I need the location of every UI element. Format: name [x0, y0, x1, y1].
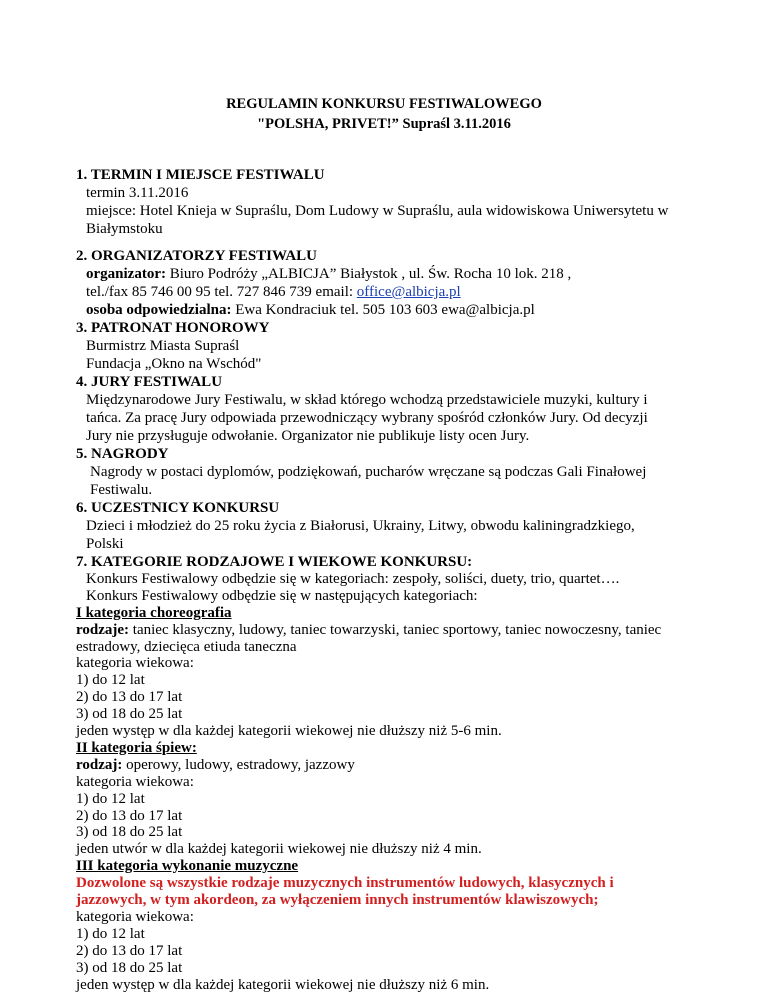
contact-text: tel./fax 85 746 00 95 tel. 727 846 739 email: [86, 284, 357, 300]
category-1-types [76, 621, 661, 639]
category-2-types [76, 756, 355, 774]
section-4-line: tańca. Za pracę Jury odpowiada przewodniczący wybrany spośród członków Jury. Od decyzji [86, 410, 648, 426]
section-3-line: Burmistrz Miasta Supraśl [86, 338, 240, 354]
section-6-line: Dzieci i młodzież do 25 roku życia z Białorusi, Ukrainy, Litwy, obwodu kaliningradzkiego, [86, 518, 635, 534]
section-6-line: Polski [86, 536, 124, 552]
section-1-heading: 1. TERMIN I MIEJSCE FESTIWALU [76, 167, 325, 183]
category-1-age-item: 3) od 18 do 25 lat [76, 706, 183, 723]
responsible-label: osoba odpowiedzialna: [86, 302, 232, 318]
section-6-heading: 6. UCZESTNICY KONKURSU [76, 500, 280, 516]
section-4-line: Jury nie przysługuje odwołanie. Organizator nie publikuje listy ocen Jury. [86, 428, 530, 444]
category-2-age-item: 2) do 13 do 17 lat [76, 807, 183, 824]
section-1-line: miejsce: Hotel Knieja w Supraślu, Dom Ludowy w Supraślu, aula widowiskowa Uniwersytetu w [86, 203, 669, 219]
organizer-label: organizator: [86, 266, 166, 282]
section-5-line: Festiwalu. [90, 482, 153, 498]
category-1-types-text: taniec klasyczny, ludowy, taniec towarzyski, taniec sportowy, taniec nowoczesny, taniec [129, 621, 662, 638]
category-1-limit: jeden występ w dla każdej kategorii wiekowej nie dłuższy niż 5-6 min. [76, 723, 502, 739]
organizer-text: Biuro Podróży „ALBICJA” Białystok , ul. Św. Rocha 10 lok. 218 , [165, 266, 572, 282]
organizer-line [86, 265, 571, 283]
category-3-heading: III kategoria wykonanie muzyczne [76, 858, 299, 875]
category-2-age-item: 1) do 12 lat [76, 790, 145, 807]
email-link[interactable]: office@albicja.pl [356, 284, 461, 300]
section-4-heading: 4. JURY FESTIWALU [76, 374, 223, 390]
category-2-limit: jeden utwór w dla każdej kategorii wiekowej nie dłuższy niż 4 min. [76, 841, 482, 858]
category-2-types-label: rodzaj: [76, 756, 123, 773]
section-3-heading: 3. PATRONAT HONOROWY [76, 320, 270, 336]
section-3-line: Fundacja „Okno na Wschód" [86, 356, 262, 372]
responsible-line [86, 301, 535, 319]
section-4-line: Międzynarodowe Jury Festiwalu, w skład którego wchodzą przedstawiciele muzyki, kultury i [86, 392, 648, 408]
category-1-types-cont: estradowy, dziecięca etiuda taneczna [76, 638, 297, 655]
contact-line [86, 283, 461, 301]
category-2-age-item: 3) od 18 do 25 lat [76, 824, 183, 841]
document-title-line1: REGULAMIN KONKURSU FESTIWALOWEGO [226, 96, 542, 112]
section-7-line: Konkurs Festiwalowy odbędzie się w następujących kategoriach: [86, 587, 478, 604]
category-1-age-item: 2) do 13 do 17 lat [76, 689, 183, 706]
category-2-heading: II kategoria śpiew: [76, 739, 197, 756]
section-7-heading: 7. KATEGORIE RODZAJOWE I WIEKOWE KONKURSU: [76, 554, 473, 570]
category-3-age-item: 1) do 12 lat [76, 925, 145, 942]
responsible-text: Ewa Kondraciuk tel. 505 103 603 ewa@albicja.pl [231, 302, 535, 318]
section-5-line: Nagrody w postaci dyplomów, podziękowań, pucharów wręczane są podczas Gali Finałowej [90, 464, 647, 480]
category-3-age-item: 2) do 13 do 17 lat [76, 942, 183, 959]
category-3-note: jazzowych, w tym akordeon, za wyłączeniem innych instrumentów klawiszowych; [76, 892, 599, 908]
category-1-age-label: kategoria wiekowa: [76, 655, 194, 672]
section-1-line: Białymstoku [86, 221, 163, 237]
category-3-age-label: kategoria wiekowa: [76, 908, 194, 925]
section-5-heading: 5. NAGRODY [76, 446, 169, 462]
category-1-heading: I kategoria choreografia [76, 604, 232, 621]
category-3-age-item: 3) od 18 do 25 lat [76, 959, 183, 976]
category-3-note: Dozwolone są wszystkie rodzaje muzycznych instrumentów ludowych, klasycznych i [76, 875, 614, 892]
section-1-line: termin 3.11.2016 [86, 185, 189, 201]
section-2-heading: 2. ORGANIZATORZY FESTIWALU [76, 248, 318, 264]
category-1-types-label: rodzaje: [76, 621, 130, 638]
document-title-line2: "POLSHA, PRIVET!” Supraśl 3.11.2016 [257, 116, 511, 132]
category-2-age-label: kategoria wiekowa: [76, 773, 194, 790]
section-7-line: Konkurs Festiwalowy odbędzie się w kategoriach: zespoły, soliści, duety, trio, quartet…. [86, 570, 620, 587]
category-3-limit: jeden występ w dla każdej kategorii wiekowej nie dłuższy niż 6 min. [76, 976, 490, 993]
category-2-types-text: operowy, ludowy, estradowy, jazzowy [122, 756, 355, 773]
category-1-age-item: 1) do 12 lat [76, 672, 145, 689]
